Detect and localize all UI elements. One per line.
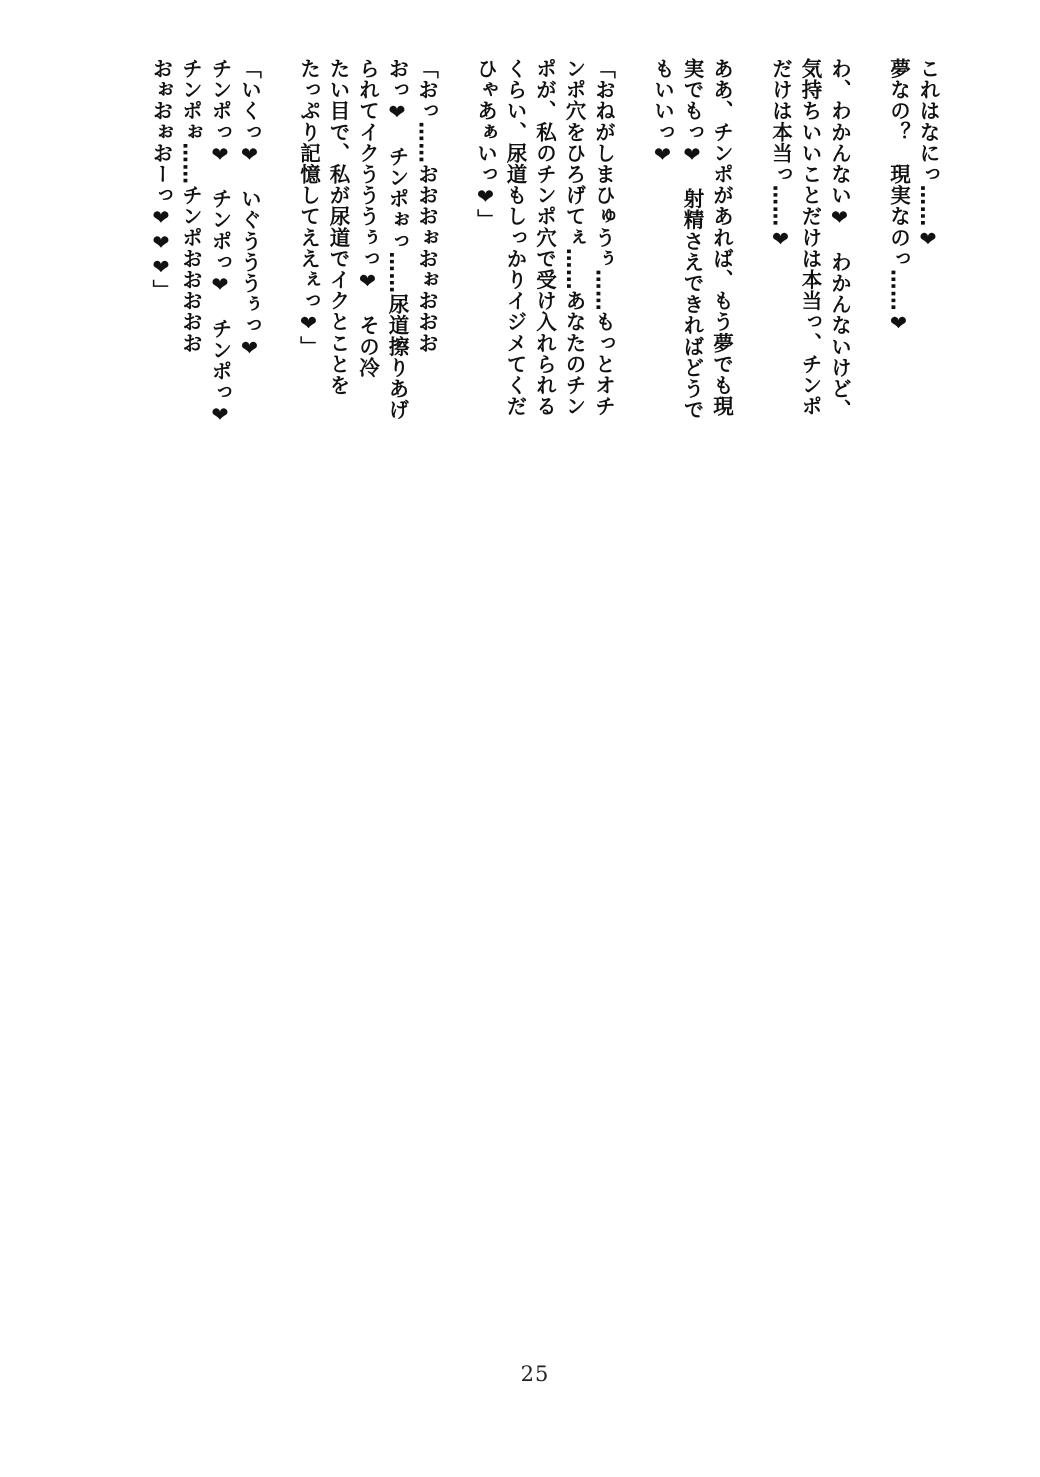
text-line: 「おねがしまひゅうぅ……もっとオチ	[591, 58, 616, 417]
text-line: もいいっ❤	[650, 58, 675, 167]
paragraph-6	[146, 58, 264, 478]
text-line: 実でもっ❤ 射精さえできればどうで	[680, 58, 704, 421]
text-line: チンポっ❤ チンポっ❤ チンポっ❤	[208, 58, 232, 428]
text-line: おっ❤ チンポぉっ……尿道擦りあげ	[385, 58, 409, 421]
vertical-text-body	[146, 58, 943, 478]
text-line: られてイクうううぅっ❤ その冷	[355, 58, 380, 378]
paragraph-3	[647, 58, 736, 478]
text-line: だけは本当っ……❤	[768, 58, 793, 252]
text-line: チンポぉ……チンポおおおおお	[178, 58, 203, 354]
text-line: ひゃあぁいっ❤」	[473, 58, 498, 231]
text-line: わ、わかんない❤ わかんないけど、	[827, 58, 852, 421]
paragraph-gap	[441, 58, 471, 478]
text-line: 「おっ……おおおぉおぉおおお	[414, 58, 439, 354]
text-line: ンポ穴をひろげてぇ……あなたのチン	[562, 58, 586, 417]
paragraph-4	[470, 58, 618, 478]
paragraph-1	[883, 58, 942, 478]
paragraph-gap	[854, 58, 884, 478]
text-line: 夢なの？ 現実なのっ……❤	[886, 58, 911, 336]
text-line: おぉおぉおーっ❤❤❤」	[149, 58, 173, 301]
paragraph-gap	[736, 58, 766, 478]
paragraph-2	[765, 58, 854, 478]
text-line: これはなにっ……❤	[916, 58, 940, 252]
text-line: たっぷり記憶してええぇっ❤」	[296, 58, 321, 357]
text-line: くらい、尿道もしっかりイジメてくだ	[503, 58, 527, 417]
text-line: ああ、チンポがあれば、もう夢でも現	[709, 58, 734, 417]
text-line: たい目で、私が尿道でイクとことを	[326, 58, 350, 396]
text-line: ポが、私のチンポ穴で受け入れられる	[532, 58, 557, 417]
page-number: 25	[520, 1362, 550, 1386]
text-line: 気持ちいいことだけは本当っ、チンポ	[798, 58, 822, 417]
paragraph-gap	[264, 58, 294, 478]
text-line: 「いくっ❤ いぐうううぅっ❤	[237, 58, 262, 361]
paragraph-gap	[618, 58, 648, 478]
paragraph-5	[293, 58, 441, 478]
